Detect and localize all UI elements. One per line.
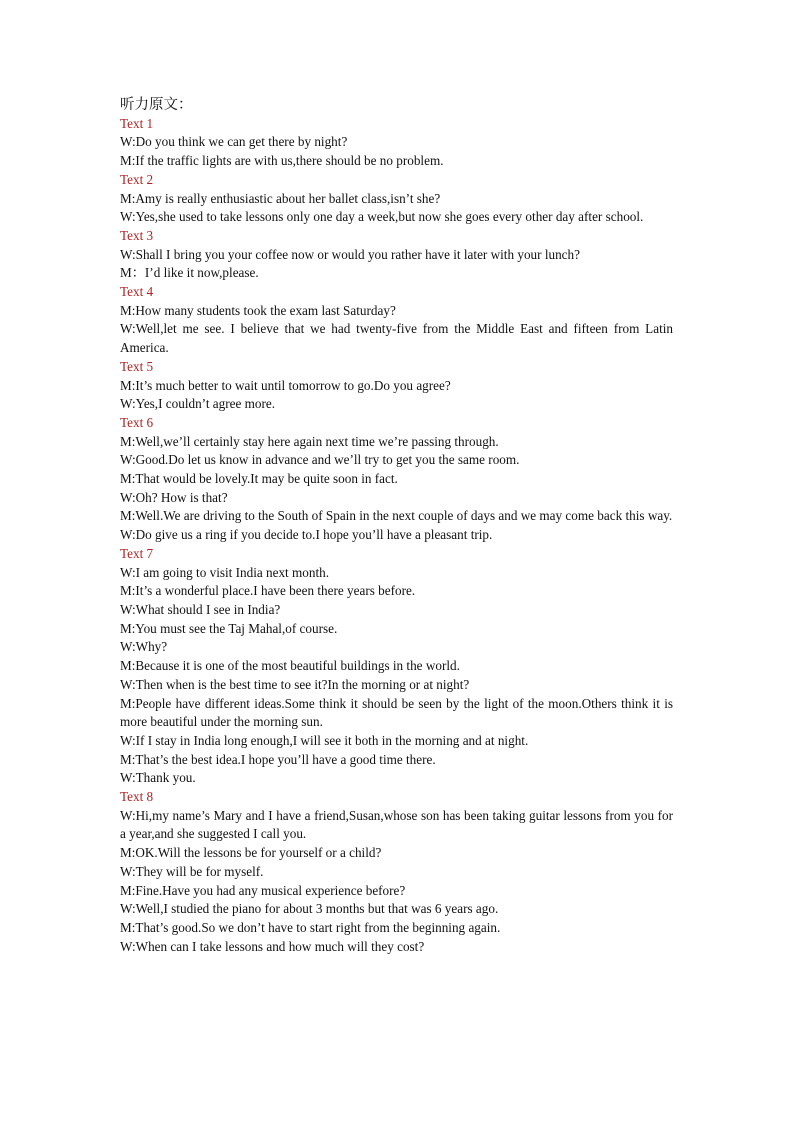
transcript-section (120, 414, 673, 545)
dialogue-line: W:Then when is the best time to see it?In the morning or at night? (120, 676, 470, 692)
dialogue-line: M:Fine.Have you had any musical experience before? (120, 882, 406, 898)
dialogue-line: M:How many students took the exam last Saturday? (120, 302, 396, 318)
dialogue-line: M：I’d like it now,please. (120, 265, 259, 281)
dialogue-line: M:That would be lovely.It may be quite soon in fact. (120, 471, 398, 487)
transcript-section (120, 545, 677, 788)
dialogue-line: W:Oh? How is that? (120, 489, 228, 505)
dialogue-line: W:Do give us a ring if you decide to.I hope you’ll have a pleasant trip. (120, 527, 493, 543)
section-label: Text 7 (120, 545, 154, 561)
dialogue-line: W:Thank you. (120, 770, 196, 786)
dialogue-line: W:Why? (120, 639, 168, 655)
transcript-section (120, 283, 676, 358)
dialogue-line: W:If I stay in India long enough,I will see it both in the morning and at night. (120, 732, 529, 748)
dialogue-line: W:What should I see in India? (120, 601, 281, 617)
section-label: Text 8 (120, 789, 154, 805)
transcript-section (120, 227, 673, 283)
transcript-section (120, 358, 673, 414)
document-heading: 听力原文： (120, 97, 193, 113)
transcript-section (120, 171, 673, 227)
transcript-document (120, 96, 677, 956)
dialogue-line: M:Because it is one of the most beautiful buildings in the world. (120, 658, 460, 674)
dialogue-line: M:Amy is really enthusiastic about her ballet class,isn’t she? (120, 190, 441, 206)
transcript-sections (120, 115, 677, 957)
dialogue-line: W:Do you think we can get there by night? (120, 134, 348, 150)
dialogue-line: M:That’s good.So we don’t have to start right from the beginning again. (120, 919, 501, 935)
dialogue-line: W:Well,I studied the piano for about 3 months but that was 6 years ago. (120, 901, 499, 917)
dialogue-line: W:Yes,she used to take lessons only one day a week,but now she goes every other day after school. (120, 209, 644, 225)
dialogue-line: W:When can I take lessons and how much will they cost? (120, 938, 425, 954)
dialogue-line: M:Well.We are driving to the South of Spain in the next couple of days and we may come back this way. (120, 508, 673, 524)
dialogue-line: W:Well,let me see. I believe that we had twenty-five from the Middle East and fifteen from Latin America. (120, 321, 676, 356)
dialogue-line: M:Well,we’ll certainly stay here again next time we’re passing through. (120, 433, 499, 449)
dialogue-line: W:Shall I bring you your coffee now or would you rather have it later with your lunch? (120, 246, 580, 262)
transcript-section (120, 788, 677, 956)
section-label: Text 1 (120, 115, 154, 131)
section-label: Text 2 (120, 171, 154, 187)
dialogue-line: M:You must see the Taj Mahal,of course. (120, 620, 338, 636)
transcript-section (120, 115, 673, 171)
dialogue-line: M:OK.Will the lessons be for yourself or a child? (120, 845, 382, 861)
dialogue-line: W:I am going to visit India next month. (120, 564, 330, 580)
section-label: Text 3 (120, 227, 154, 243)
dialogue-line: W:They will be for myself. (120, 863, 264, 879)
dialogue-line: M:It’s a wonderful place.I have been there years before. (120, 583, 416, 599)
dialogue-line: M:That’s the best idea.I hope you’ll have a good time there. (120, 751, 436, 767)
dialogue-line: M:It’s much better to wait until tomorrow to go.Do you agree? (120, 377, 451, 393)
section-label: Text 6 (120, 414, 154, 430)
dialogue-line: M:People have different ideas.Some think it should be seen by the light of the moon.Others think it is more beautiful under the morning sun. (120, 695, 677, 730)
dialogue-line: W:Hi,my name’s Mary and I have a friend,Susan,whose son has been taking guitar lessons from you for a year,and she suggested I call you. (120, 807, 677, 842)
section-label: Text 5 (120, 358, 154, 374)
dialogue-line: W:Good.Do let us know in advance and we’ll try to get you the same room. (120, 452, 520, 468)
section-label: Text 4 (120, 284, 154, 300)
dialogue-line: W:Yes,I couldn’t agree more. (120, 396, 276, 412)
dialogue-line: M:If the traffic lights are with us,there should be no problem. (120, 153, 444, 169)
